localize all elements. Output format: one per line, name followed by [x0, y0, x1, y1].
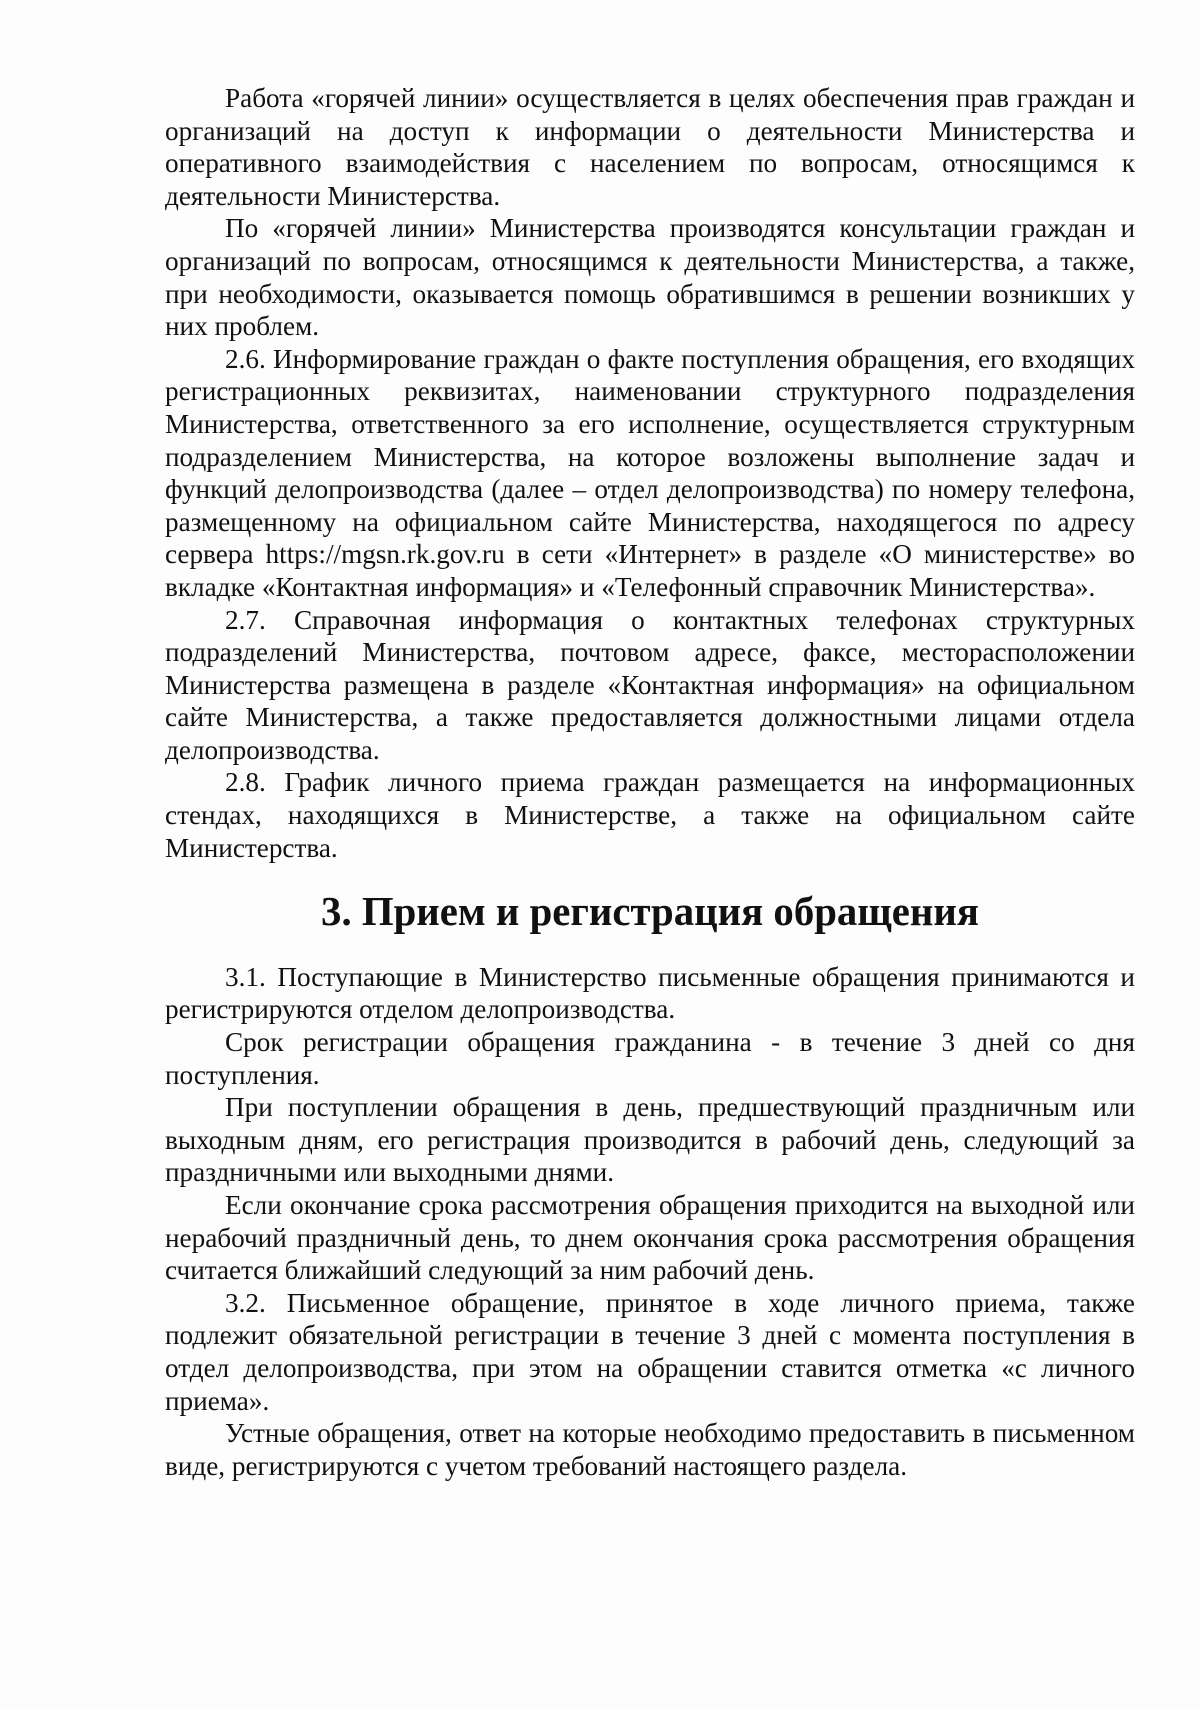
paragraph-registration-term: Срок регистрации обращения гражданина - в течение 3 дней со дня поступления.	[165, 1027, 1135, 1090]
paragraph-deadline-weekend: Если окончание срока рассмотрения обращения приходится на выходной или нерабочий праздничный день, то днем окончания срока рассмотрения обращения считается ближайший следующий за ним рабочий день.	[165, 1190, 1135, 1286]
paragraph-2-7: 2.7. Справочная информация о контактных телефонах структурных подразделений Министерства, почтовом адресе, факсе, месторасположении Министерства размещена в разделе «Контактная информация» на официальном сайте Министерства, а также предоставляется должностными лицами отдела делопроизводства.	[165, 604, 1135, 765]
paragraph-oral-appeals: Устные обращения, ответ на которые необходимо предоставить в письменном виде, регистрируются с учетом требований настоящего раздела.	[165, 1418, 1135, 1481]
paragraph-hotline-purpose: Работа «горячей линии» осуществляется в целях обеспечения прав граждан и организаций на доступ к информации о деятельности Министерства и оперативного взаимодействия с населением по вопросам, относящимся к деятельности Министерства.	[165, 83, 1135, 211]
paragraph-3-2: 3.2. Письменное обращение, принятое в ходе личного приема, также подлежит обязательной регистрации в течение 3 дней с момента поступления в отдел делопроизводства, при этом на обращении ставится отметка «с личного приема».	[165, 1287, 1135, 1416]
paragraph-2-8: 2.8. График личного приема граждан размещается на информационных стендах, находящихся в Министерстве, а также на официальном сайте Министерства.	[165, 767, 1135, 863]
paragraph-2-6: 2.6. Информирование граждан о факте поступления обращения, его входящих регистрационных реквизитах, наименовании структурного подразделения Министерства, ответственного за его исполнение, осуществляется структурным подразделением Министерства, на которое возложены выполнение задач и функций делопроизводства (далее – отдел делопроизводства) по номеру телефона, размещенному на официальном сайте Министерства, находящегося по адресу сервера https://mgsn.rk.gov.ru в сети «Интернет» в разделе «О министерстве» во вкладке «Контактная информация» и «Телефонный справочник Министерства».	[165, 343, 1135, 602]
paragraph-hotline-consultations: По «горячей линии» Министерства производятся консультации граждан и организаций по вопросам, относящимся к деятельности Министерства, а также, при необходимости, оказывается помощь обратившимся в решении возникших у них проблем.	[165, 213, 1135, 342]
paragraph-3-1: 3.1. Поступающие в Министерство письменные обращения принимаются и регистрируются отделом делопроизводства.	[165, 961, 1135, 1025]
document-body	[165, 82, 1135, 1482]
section-heading: 3. Прием и регистрация обращения	[321, 889, 979, 935]
paragraph-holiday-registration: При поступлении обращения в день, предшествующий праздничным или выходным дням, его регистрация производится в рабочий день, следующий за праздничными или выходными днями.	[165, 1092, 1135, 1188]
